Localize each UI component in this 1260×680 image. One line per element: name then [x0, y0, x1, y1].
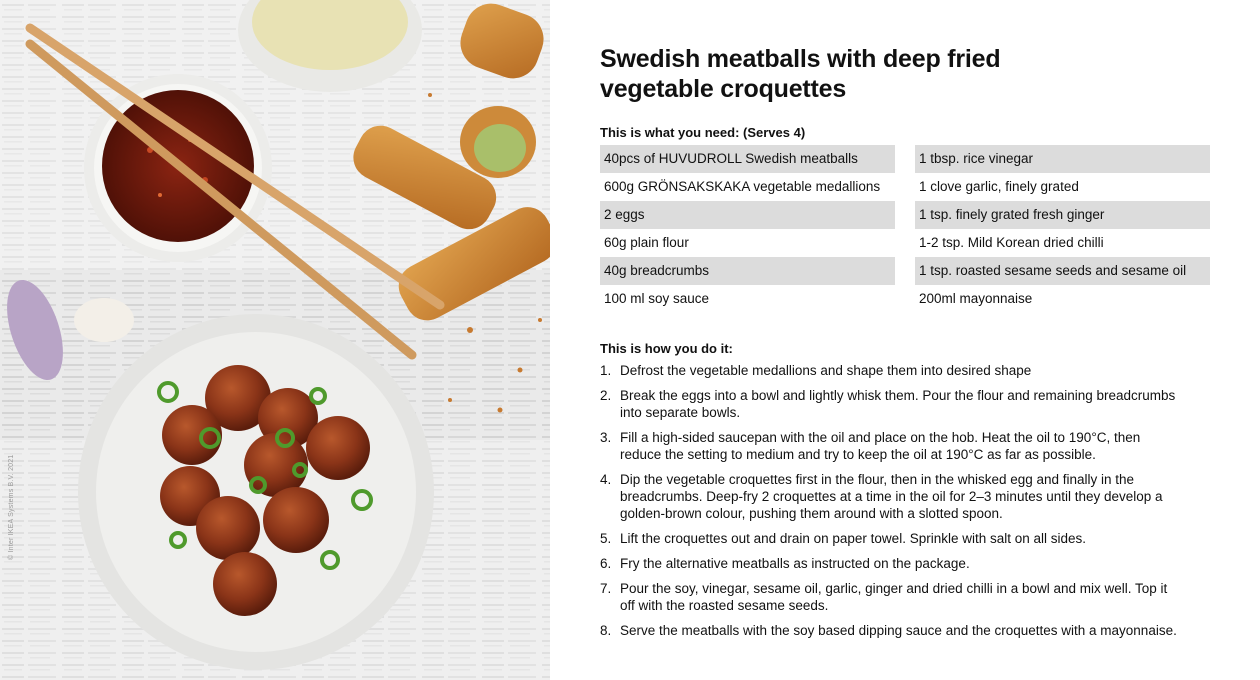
ingredients-grid — [600, 145, 1212, 313]
ingredients-heading: This is what you need: (Serves 4) — [600, 125, 806, 140]
step-item — [600, 555, 1212, 572]
ingredients-section — [600, 125, 1212, 313]
step-item — [600, 580, 1212, 614]
ingredient-item: 1 tsp. finely grated fresh ginger — [915, 201, 1210, 229]
food-photo-illustration — [0, 0, 550, 680]
step-text: Dip the vegetable croquettes first in the flour, then in the whisked egg and finally in the breadcrumbs. Deep-fry 2 croquettes at a time in the oil for 2–3 minutes until they develop a golden-brown colour, pushing them around with a slotted spoon. — [620, 472, 1163, 521]
step-number: 4. — [600, 472, 612, 487]
recipe-panel — [600, 44, 1212, 647]
step-item — [600, 387, 1212, 421]
ingredient-item: 100 ml soy sauce — [604, 291, 710, 306]
step-number: 1. — [600, 363, 612, 378]
step-number: 6. — [600, 556, 612, 571]
step-text: Lift the croquettes out and drain on paper towel. Sprinkle with salt on all sides. — [620, 531, 1087, 546]
step-item — [600, 429, 1212, 463]
photo-credit: © Inter IKEA Systems B.V. 2021 — [8, 454, 15, 560]
step-text: Fry the alternative meatballs as instructed on the package. — [620, 556, 970, 571]
ingredient-item: 1-2 tsp. Mild Korean dried chilli — [919, 235, 1104, 250]
step-text: Defrost the vegetable medallions and shape them into desired shape — [620, 363, 1032, 378]
step-item — [600, 530, 1212, 547]
step-number: 8. — [600, 623, 612, 638]
step-item — [600, 471, 1212, 522]
step-number: 2. — [600, 388, 612, 403]
step-number: 7. — [600, 581, 612, 596]
steps-list — [600, 362, 1212, 639]
method-heading: This is how you do it: — [600, 341, 733, 356]
step-number: 3. — [600, 430, 612, 445]
step-text: Pour the soy, vinegar, sesame oil, garlic, ginger and dried chilli in a bowl and mix well. Top it off with the roasted sesame seeds. — [620, 581, 1168, 613]
method-section — [600, 341, 1212, 639]
step-text: Fill a high-sided saucepan with the oil and place on the hob. Heat the oil to 190°C, then reduce the setting to medium and try to keep the oil at 190°C as far as possible. — [620, 430, 1141, 462]
ingredient-item: 200ml mayonnaise — [919, 291, 1033, 306]
food-photo — [0, 0, 550, 680]
step-item — [600, 622, 1212, 639]
ingredient-item: 2 eggs — [600, 201, 895, 229]
recipe-title: Swedish meatballs with deep fried vegetable croquettes — [600, 45, 1001, 103]
ingredient-item: 40g breadcrumbs — [600, 257, 895, 285]
step-item — [600, 362, 1212, 379]
ingredient-item: 600g GRÖNSAKSKAKA vegetable medallions — [604, 179, 881, 194]
step-number: 5. — [600, 531, 612, 546]
ingredient-item: 1 tbsp. rice vinegar — [915, 145, 1210, 173]
ingredient-item: 60g plain flour — [604, 235, 689, 250]
step-text: Serve the meatballs with the soy based dipping sauce and the croquettes with a mayonnaise. — [620, 623, 1177, 638]
ingredient-item: 1 clove garlic, finely grated — [919, 179, 1079, 194]
ingredient-item: 1 tsp. roasted sesame seeds and sesame oil — [915, 257, 1210, 285]
step-text: Break the eggs into a bowl and lightly whisk them. Pour the flour and remaining breadcrumbs into separate bowls. — [620, 388, 1176, 420]
ingredient-item: 40pcs of HUVUDROLL Swedish meatballs — [600, 145, 895, 173]
